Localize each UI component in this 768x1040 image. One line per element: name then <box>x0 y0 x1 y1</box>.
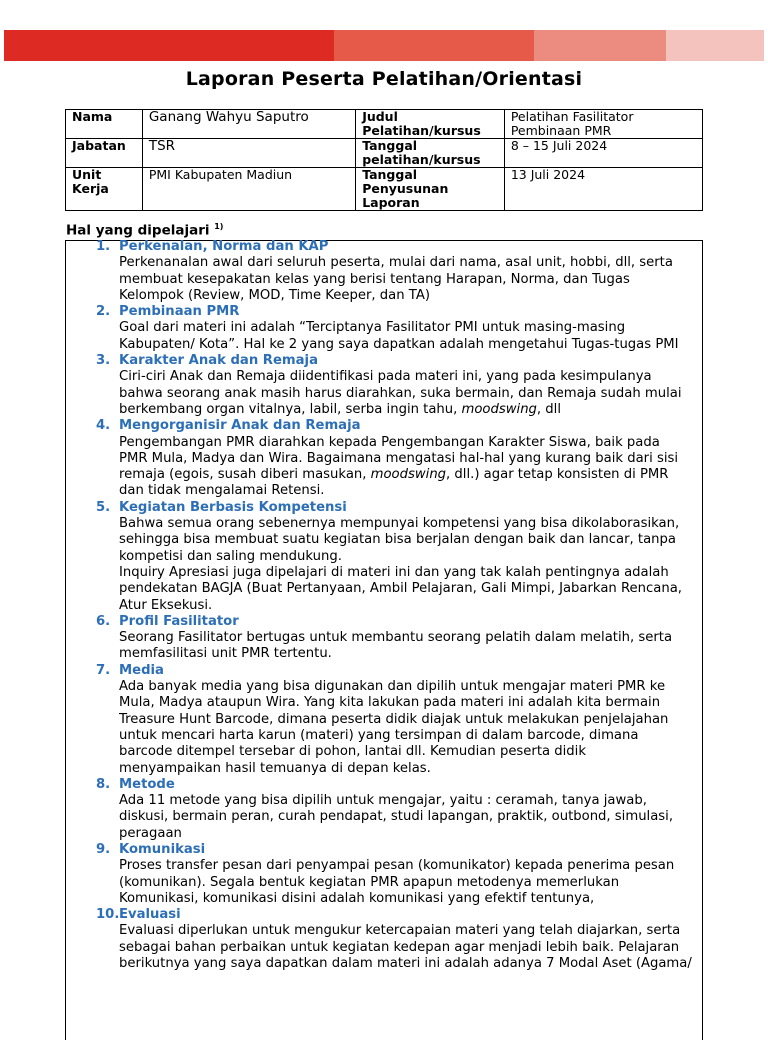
judul-label: Judul Pelatihan/kursus <box>356 110 505 139</box>
list-item-number: 3. <box>96 353 111 369</box>
list-item <box>66 663 702 777</box>
page-title: Laporan Peserta Pelatihan/Orientasi <box>185 68 583 90</box>
list-item-text: Inquiry Apresiasi juga dipelajari di materi ini dan yang tak kalah pentingnya adalah pendekatan BAGJA (Buat Pertanyaan, Ambil Pelajaran, Gali Mimpi, Jabarkan Rencana, Atur Eksekusi. <box>119 564 682 613</box>
judul-value: Pelatihan Fasilitator Pembinaan PMR <box>504 110 702 139</box>
list-item-heading: Metode <box>119 776 175 792</box>
list-item <box>66 239 702 304</box>
list-item-number: 7. <box>96 662 111 678</box>
section-heading-text: Hal yang dipelajari <box>66 222 210 239</box>
section-footnote: 1) <box>214 222 224 231</box>
list-item-heading: Evaluasi <box>119 907 181 923</box>
list-item-text: Ciri-ciri Anak dan Remaja diidentifikasi pada materi ini, yang pada kesimpulanya bahwa seorang anak masih harus diarahkan, suka bermain, dan Remaja sudah mulai berkembang organ vitalnya, labil, serba ingin tahu, moodswing, dll <box>119 369 682 417</box>
list-item-text: Pengembangan PMR diarahkan kepada Pengembangan Karakter Siswa, baik pada PMR Mula, Madya dan Wira. Bagaimana mengatasi hal-hal yang kurang baik dari sisi remaja (egois, susah diberi masukan, moodswing, dll.) agar tetap konsisten di PMR dan tidak mengalamai Retensi. <box>119 434 679 499</box>
learned-box <box>65 240 703 1040</box>
list-item-text: Evaluasi diperlukan untuk mengukur ketercapaian materi yang telah diajarkan, serta sebagai bahan perbaikan untuk kegiatan kedepan agar menjadi lebih baik. Pelajaran berikutnya yang saya dapatkan dalam materi ini adalah adanya 7 Modal Aset (Agama/ <box>119 923 692 972</box>
list-item-heading: Pembinaan PMR <box>119 304 240 320</box>
list-item-text: Goal dari materi ini adalah “Terciptanya Fasilitator PMI untuk masing-masing Kabupaten/ Kota”. Hal ke 2 yang saya dapatkan adalah mengetahui Tugas-tugas PMI <box>119 320 679 352</box>
list-item <box>66 418 702 499</box>
list-item-text: Seorang Fasilitator bertugas untuk membantu seorang pelatih dalam melatih, serta memfasilitasi unit PMR tertentu. <box>119 630 673 662</box>
tanggal-value: 8 – 15 Juli 2024 <box>504 139 702 168</box>
list-item-heading: Kegiatan Berbasis Kompetensi <box>119 499 347 515</box>
nama-label: Nama <box>66 110 143 139</box>
list-item-text: Bahwa semua orang sebenernya mempunyai kompetensi yang bisa dikolaborasikan, sehingga bisa membuat suatu kegiatan bisa berjalan dengan baik dan lancar, tanpa kompetisi dan saling mendukung. <box>119 516 680 564</box>
header-color-bar <box>4 30 764 61</box>
jabatan-label: Jabatan <box>66 139 143 168</box>
list-item-text: Perkenanalan awal dari seluruh peserta, mulai dari nama, asal unit, hobbi, dll, serta membuat kesepakatan kelas yang berisi tentang Harapan, Norma, dan Tugas Kelompok (Review, MOD, Time Keeper, dan TA) <box>119 255 673 303</box>
header-bar-segment-3 <box>534 30 666 61</box>
list-item-number: 9. <box>96 841 111 857</box>
unit-label: Unit Kerja <box>66 168 143 211</box>
list-item <box>66 842 702 907</box>
list-item <box>66 777 702 842</box>
header-bar-segment-4 <box>666 30 764 61</box>
list-item-number: 4. <box>96 418 111 434</box>
list-item-heading: Perkenalan, Norma dan KAP <box>119 239 329 254</box>
list-item-number: 1. <box>96 239 111 254</box>
learned-list <box>66 239 702 972</box>
list-item-heading: Media <box>119 662 164 678</box>
list-item-text: Ada banyak media yang bisa digunakan dan dipilih untuk mengajar materi PMR ke Mula, Madya ataupun Wira. Yang kita lakukan pada materi ini adalah kita bermain Treasure Hunt Barcode, dimana peserta didik diajak untuk melakukan penjelajahan untuk mencari harta karun (materi) yang tersimpan di dalam barcode, dimana barcode ditempel tersebar di pohon, lantai dll. Kemudian peserta didik menyampaikan hasil temuanya di depan kelas. <box>119 679 669 776</box>
list-item-number: 8. <box>96 776 111 792</box>
list-item-text: Ada 11 metode yang bisa dipilih untuk mengajar, yaitu : ceramah, tanya jawab, diskusi, bermain peran, curah pendapat, studi lapangan, praktik, outbond, simulasi, peragaan <box>119 793 674 841</box>
list-item-text: Proses transfer pesan dari penyampai pesan (komunikator) kepada penerima pesan (komunikan). Segala bentuk kegiatan PMR apapun metodenya memerlukan Komunikasi, komunikasi disini adalah komunikasi yang efektif tentunya, <box>119 858 675 906</box>
jabatan-value: TSR <box>142 139 355 168</box>
list-item <box>66 614 702 663</box>
list-item-heading: Karakter Anak dan Remaja <box>119 353 318 369</box>
info-row-unit <box>66 168 703 211</box>
list-item-heading: Komunikasi <box>119 841 206 857</box>
info-row-nama <box>66 110 703 139</box>
list-item <box>66 304 702 353</box>
list-item <box>66 353 702 418</box>
list-item-number: 2. <box>96 304 111 320</box>
list-item <box>66 907 702 972</box>
list-item <box>66 500 702 614</box>
list-item-number: 6. <box>96 613 111 629</box>
list-item-heading: Profil Fasilitator <box>119 613 239 629</box>
header-bar-segment-2 <box>334 30 534 61</box>
header-bar-segment-1 <box>4 30 334 61</box>
section-heading <box>66 222 223 239</box>
list-item-heading: Mengorganisir Anak dan Remaja <box>119 418 361 434</box>
unit-value: PMI Kabupaten Madiun <box>142 168 355 211</box>
penyusunan-value: 13 Juli 2024 <box>504 168 702 211</box>
list-item-number: 10. <box>96 907 120 923</box>
list-item-number: 5. <box>96 499 111 515</box>
info-table <box>65 109 703 211</box>
tanggal-label: Tanggal pelatihan/kursus <box>356 139 505 168</box>
penyusunan-label: Tanggal Penyusunan Laporan <box>356 168 505 211</box>
info-row-jabatan <box>66 139 703 168</box>
nama-value: Ganang Wahyu Saputro <box>142 110 355 139</box>
